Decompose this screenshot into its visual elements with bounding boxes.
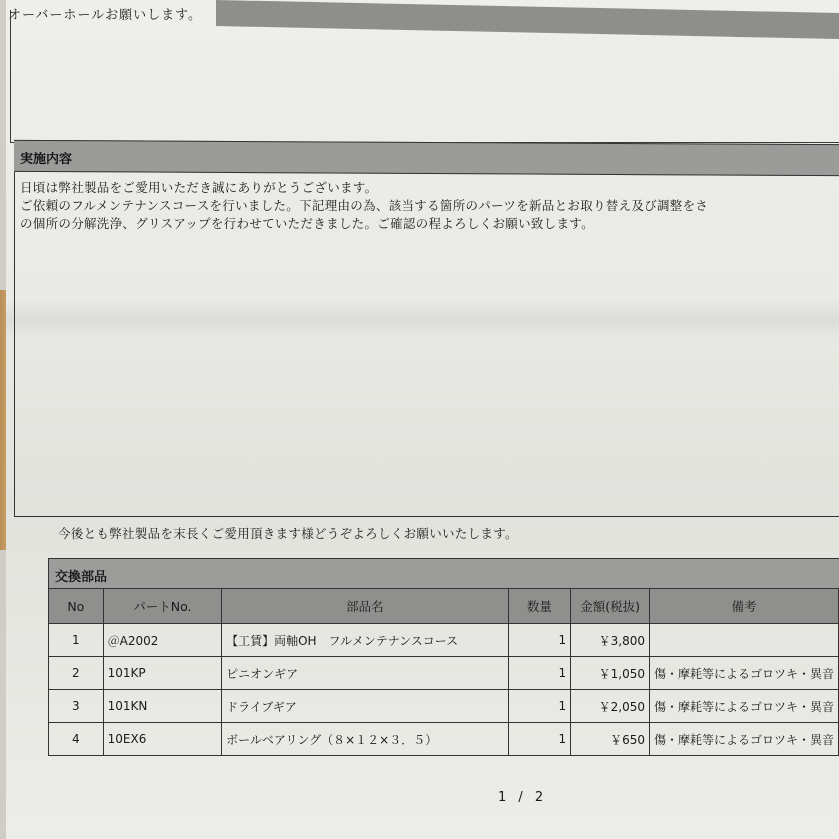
cell-amount: ￥3,800 <box>571 624 650 657</box>
cell-quantity: 1 <box>508 657 571 690</box>
closing-message: 今後とも弊社製品を末長くご愛用頂きます様どうぞよろしくお願いいたします。 <box>58 526 518 541</box>
cell-amount: ￥1,050 <box>571 657 650 690</box>
cell-no: 4 <box>49 723 104 756</box>
request-note: オーバーホールお願いします。 <box>8 8 203 23</box>
cell-no: 2 <box>49 657 104 690</box>
document-sheet <box>6 0 839 839</box>
cell-remarks: 傷・摩耗等によるゴロツキ・異音 <box>649 690 838 723</box>
cell-remarks: 傷・摩耗等によるゴロツキ・異音 <box>649 657 838 690</box>
parts-table <box>48 588 839 756</box>
cell-part-name: ボールベアリング（８×１２×３．５） <box>222 723 509 756</box>
cell-quantity: 1 <box>508 690 571 723</box>
col-quantity: 数量 <box>508 589 571 624</box>
col-part-no: パートNo. <box>103 589 221 624</box>
table-row <box>49 690 839 723</box>
cell-quantity: 1 <box>508 624 571 657</box>
work-section-header <box>14 140 839 176</box>
cell-amount: ￥2,050 <box>571 690 650 723</box>
cell-remarks: 傷・摩耗等によるゴロツキ・異音 <box>649 723 838 756</box>
cell-remarks <box>649 624 838 657</box>
cell-quantity: 1 <box>508 723 571 756</box>
col-remarks: 備考 <box>649 589 838 624</box>
cell-no: 3 <box>49 690 104 723</box>
cell-part-no: 101KN <box>103 690 221 723</box>
cell-no: 1 <box>49 624 104 657</box>
cell-amount: ￥650 <box>571 723 650 756</box>
col-amount: 金額(税抜) <box>571 589 650 624</box>
table-row <box>49 657 839 690</box>
fold-shadow <box>6 300 839 340</box>
cell-part-name: ドライブギア <box>222 690 509 723</box>
cell-part-name: ピニオンギア <box>222 657 509 690</box>
col-part-name: 部品名 <box>222 589 509 624</box>
parts-table-header <box>49 589 839 624</box>
parts-section-header <box>48 558 839 590</box>
col-no: No <box>49 589 104 624</box>
table-row <box>49 723 839 756</box>
work-line-3: の個所の分解洗浄、グリスアップを行わせていただきました。ご確認の程よろしくお願い致します。 <box>20 216 594 231</box>
request-box <box>10 10 839 143</box>
work-line-2: ご依頼のフルメンテナンスコースを行いました。下記理由の為、該当する箇所のパーツを新品とお取り替え及び調整をさ <box>20 198 709 213</box>
cell-part-no: 10EX6 <box>103 723 221 756</box>
work-line-1: 日頃は弊社製品をご愛用いただき誠にありがとうございます。 <box>20 180 378 195</box>
parts-section-title: 交換部品 <box>55 570 108 585</box>
table-row <box>49 624 839 657</box>
cell-part-name: 【工賃】両軸OH フルメンテナンスコース <box>222 624 509 657</box>
cell-part-no: ＠A2002 <box>103 624 221 657</box>
page-number: 1 / 2 <box>498 790 548 805</box>
cell-part-no: 101KP <box>103 657 221 690</box>
work-section-title: 実施内容 <box>20 151 73 168</box>
